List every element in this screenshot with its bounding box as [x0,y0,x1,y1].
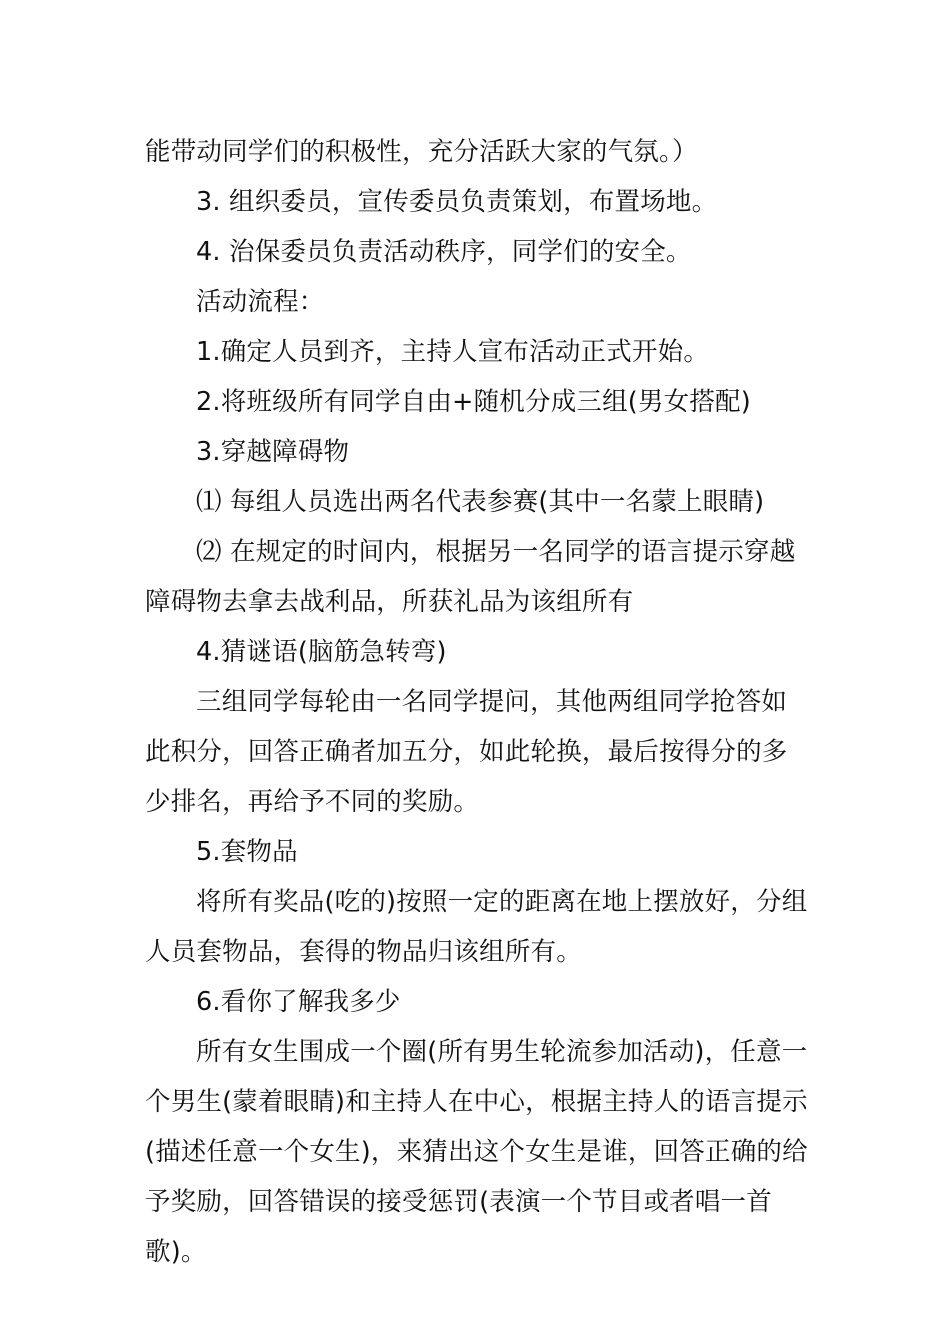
section-heading-activity-process: 活动流程： [196,287,325,317]
paragraph-organizing-committee: 3. 组织委员，宣传委员负责策划，布置场地。 [196,187,718,217]
step-6-description: 所有女生围成一个圈(所有男生轮流参加活动)，任意一个男生(蒙着眼睛)和主持人在中心，根据主持人的语言提示(描述任意一个女生)，来猜出这个女生是谁，回答正确的给予奖励，回答错误的接受惩罚(表演一个节目或者唱一首歌)。 [145,1037,808,1267]
step-3-item-2: ⑵ 在规定的时间内，根据另一名同学的语言提示穿越障碍物去拿去战利品，所获礼品为该组所有 [145,537,796,617]
step-6-heading: 6.看你了解我多少 [196,987,401,1017]
step-3-heading: 3.穿越障碍物 [196,437,350,467]
step-4-heading: 4.猜谜语(脑筋急转弯) [196,637,447,667]
step-5-heading: 5.套物品 [196,837,298,867]
paragraph-security-committee: 4. 治保委员负责活动秩序，同学们的安全。 [196,237,692,267]
step-2: 2.将班级所有同学自由+随机分成三组(男女搭配) [196,387,751,417]
step-3-item-1: ⑴ 每组人员选出两名代表参赛(其中一名蒙上眼睛) [196,487,765,517]
step-4-description: 三组同学每轮由一名同学提问，其他两组同学抢答如此积分，回答正确者加五分，如此轮换，最后按得分的多少排名，再给予不同的奖励。 [145,687,788,817]
step-5-description: 将所有奖品(吃的)按照一定的距离在地上摆放好，分组人员套物品，套得的物品归该组所有。 [145,887,808,967]
step-1: 1.确定人员到齐，主持人宣布活动正式开始。 [196,337,710,367]
document-body [145,127,809,1277]
paragraph-continuation: 能带动同学们的积极性，充分活跃大家的气氛。） [145,137,698,167]
